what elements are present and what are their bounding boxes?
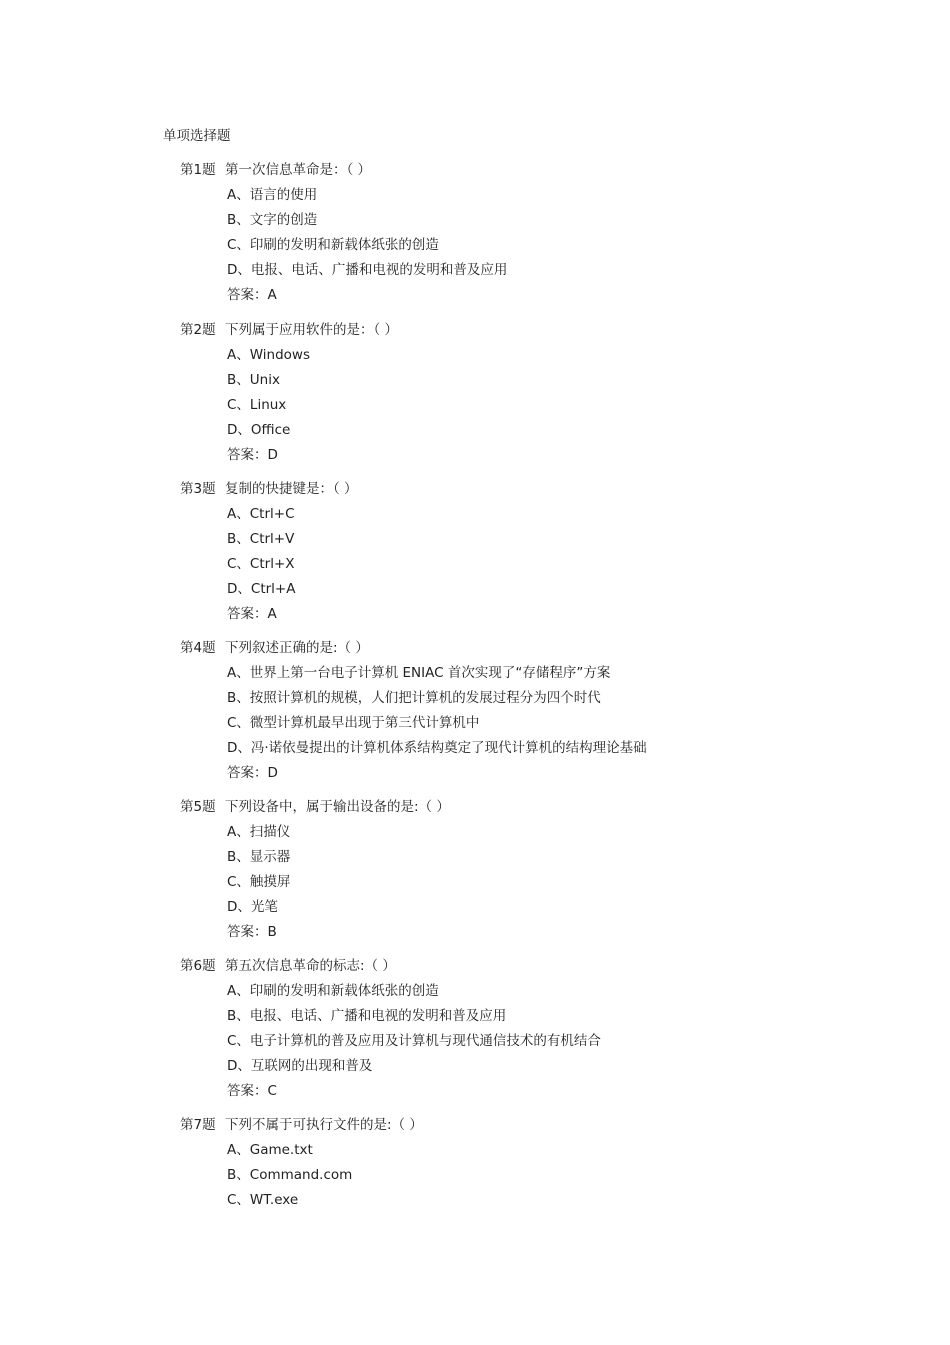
question-number: 第6题 <box>180 958 216 974</box>
option-b: B、Command.com <box>227 1166 353 1183</box>
question-text: 复制的快捷键是：（ ） <box>225 481 358 497</box>
question-header <box>180 477 900 502</box>
option-c: C、触摸屏 <box>227 873 291 890</box>
question-number: 第5题 <box>180 799 216 815</box>
option-b: B、电报、电话、广播和电视的发明和普及应用 <box>227 1007 507 1024</box>
answer: 答案：C <box>227 1082 277 1099</box>
question-2 <box>180 318 900 467</box>
option-d: D、Office <box>227 421 291 438</box>
option-d: D、冯·诺依曼提出的计算机体系结构奠定了现代计算机的结构理论基础 <box>227 739 647 756</box>
question-text: 下列设备中，属于输出设备的是:（ ） <box>225 799 450 815</box>
option-a: A、Windows <box>227 347 310 363</box>
question-4 <box>180 636 900 785</box>
answer: 答案：A <box>227 286 277 303</box>
option-a: A、语言的使用 <box>227 187 318 203</box>
question-number: 第3题 <box>180 481 216 497</box>
question-header <box>180 1113 900 1138</box>
question-number: 第7题 <box>180 1117 216 1133</box>
answer: 答案：A <box>227 605 277 622</box>
option-d: D、光笔 <box>227 898 278 915</box>
option-c: C、Linux <box>227 396 287 413</box>
question-text: 下列属于应用软件的是：（ ） <box>225 322 399 338</box>
option-d: D、互联网的出现和普及 <box>227 1057 373 1074</box>
question-3 <box>180 477 900 626</box>
option-d: D、Ctrl+A <box>227 580 296 597</box>
question-5 <box>180 795 900 944</box>
question-header <box>180 158 900 183</box>
option-b: B、文字的创造 <box>227 211 318 228</box>
option-b: B、按照计算机的规模，人们把计算机的发展过程分为四个时代 <box>227 689 601 706</box>
option-a: A、Game.txt <box>227 1142 313 1158</box>
question-header <box>180 318 900 343</box>
option-a: A、扫描仪 <box>227 824 291 840</box>
option-b: B、Ctrl+V <box>227 530 295 547</box>
question-number: 第4题 <box>180 640 216 656</box>
option-a: A、Ctrl+C <box>227 506 295 522</box>
option-d: D、电报、电话、广播和电视的发明和普及应用 <box>227 261 508 278</box>
question-7 <box>180 1113 900 1213</box>
question-text: 下列不属于可执行文件的是:（ ） <box>225 1117 423 1133</box>
option-c: C、微型计算机最早出现于第三代计算机中 <box>227 714 480 731</box>
answer: 答案：D <box>227 764 278 781</box>
question-text: 下列叙述正确的是:（ ） <box>225 640 369 656</box>
option-c: C、WT.exe <box>227 1191 299 1208</box>
answer: 答案：D <box>227 446 278 463</box>
question-number: 第2题 <box>180 322 216 338</box>
section-title: 单项选择题 <box>163 128 231 144</box>
option-a: A、印刷的发明和新载体纸张的创造 <box>227 983 439 999</box>
question-header <box>180 954 900 979</box>
answer: 答案：B <box>227 923 277 940</box>
option-b: B、显示器 <box>227 848 291 865</box>
question-1 <box>180 158 900 307</box>
option-b: B、Unix <box>227 371 280 388</box>
question-number: 第1题 <box>180 162 216 178</box>
question-text: 第五次信息革命的标志:（ ） <box>225 958 396 974</box>
option-c: C、印刷的发明和新载体纸张的创造 <box>227 236 439 253</box>
question-text: 第一次信息革命是：（ ） <box>225 162 372 178</box>
question-header <box>180 795 900 820</box>
question-header <box>180 636 900 661</box>
option-a: A、世界上第一台电子计算机 ENIAC 首次实现了“存储程序”方案 <box>227 665 611 681</box>
option-c: C、Ctrl+X <box>227 555 295 572</box>
question-6 <box>180 954 900 1103</box>
option-c: C、电子计算机的普及应用及计算机与现代通信技术的有机结合 <box>227 1032 601 1049</box>
